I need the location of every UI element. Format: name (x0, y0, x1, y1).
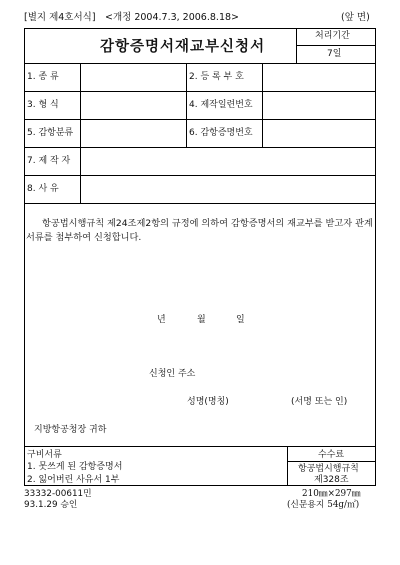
fee-line-1: 항공법시행규칙 (298, 464, 359, 474)
documents-top-line (24, 446, 376, 447)
processing-split (296, 45, 376, 46)
row-line-2 (24, 91, 376, 92)
row-line-3 (24, 119, 376, 120)
field-label-manufacturer: 7. 제 작 자 (27, 156, 71, 166)
field-label-category: 5. 감항분류 (27, 128, 74, 138)
date-month: 월 (197, 315, 206, 325)
row-line-6 (24, 203, 376, 204)
field-label-registration: 2. 등 록 부 호 (189, 72, 244, 82)
field-label-model: 3. 형 식 (27, 100, 59, 110)
approval-date: 93.1.29 승인 (24, 500, 78, 510)
applicant-name-label: 성명(명칭) (187, 397, 229, 407)
form-title: 감항증명서재교부신청서 (100, 39, 266, 55)
field-label-serial: 4. 제작일련번호 (189, 100, 253, 110)
paper-size: 210㎜×297㎜ (302, 489, 361, 499)
revision-note: <개정 2004.7.3, 2006.8.18> (105, 12, 239, 23)
processing-value: 7일 (327, 49, 342, 59)
form-frame (24, 28, 376, 486)
form-number: [별지 제4호서식] (24, 12, 96, 23)
recipient: 지방항공청장 귀하 (34, 425, 107, 435)
label-col-divider (80, 63, 81, 203)
right-label-divider (262, 63, 263, 147)
field-label-type: 1. 종 류 (27, 72, 59, 82)
row-line-5 (24, 175, 376, 176)
paper-type: (신문용지 54g/㎡) (287, 500, 360, 510)
application-statement: 항공법시행규칙 제24조제2항의 규정에 의하여 감항증명서의 재교부를 받고자 관계서류를 첨부하여 신청합니다. (26, 218, 373, 243)
fee-divider (287, 446, 288, 486)
row-line-1 (24, 63, 376, 64)
form-code: 33332-00611민 (24, 489, 92, 499)
documents-heading: 구비서류 (27, 450, 62, 460)
fee-heading: 수수료 (318, 450, 345, 460)
mid-col-divider (186, 63, 187, 147)
fee-split (287, 461, 376, 462)
field-label-reason: 8. 사 유 (27, 184, 59, 194)
row-line-4 (24, 147, 376, 148)
document-item-2: 2. 잃어버린 사유서 1부 (27, 475, 120, 485)
page-side: (앞 면) (341, 12, 370, 23)
field-label-certificate-number: 6. 감항증명번호 (189, 128, 253, 138)
applicant-address-label: 신청인 주소 (149, 369, 196, 379)
processing-label: 처리기간 (315, 31, 350, 41)
signature-label: (서명 또는 인) (291, 397, 348, 407)
fee-line-2: 제328조 (314, 475, 349, 485)
date-day: 일 (236, 315, 245, 325)
date-year: 년 (157, 315, 166, 325)
document-item-1: 1. 못쓰게 된 감항증명서 (27, 462, 123, 472)
